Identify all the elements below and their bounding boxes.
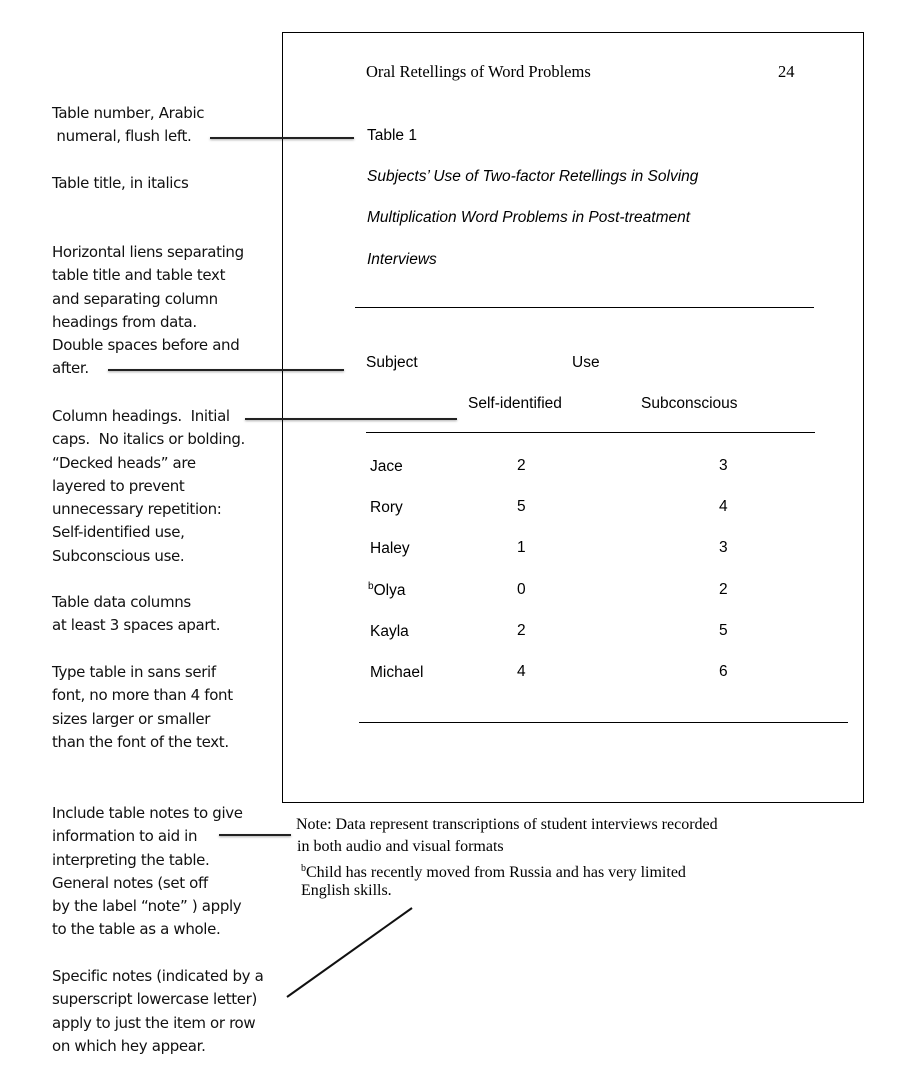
annotation-line: headings from data. — [52, 312, 197, 331]
annotation-line: Table number, Arabic — [52, 104, 205, 122]
annotation-line: Table data columns — [52, 593, 191, 611]
cell-subconscious: 4 — [719, 498, 728, 515]
cell-self-identified: 4 — [517, 663, 526, 680]
cell-self-identified: 2 — [517, 457, 526, 474]
annotation-line: “Decked heads” are — [52, 453, 196, 472]
subject-name: Olya — [373, 582, 406, 599]
annotation-line: numeral, flush left. — [52, 127, 192, 146]
subject-name: Kayla — [370, 623, 409, 640]
annotation-line: by the label “note” ) apply — [52, 897, 242, 916]
page-number: 24 — [778, 62, 795, 81]
table-title-line: Interviews — [367, 251, 437, 268]
cell-self-identified: 2 — [517, 622, 526, 639]
annotation-line: Horizontal liens separating — [52, 243, 244, 261]
cell-subconscious: 3 — [719, 539, 728, 556]
annotation-line: layered to prevent — [52, 476, 185, 495]
table-number: Table 1 — [367, 127, 417, 144]
cell-subconscious: 3 — [719, 457, 728, 474]
annotation-line: and separating column — [52, 289, 218, 308]
annotation-line: font, no more than 4 font — [52, 686, 233, 705]
specific-note-line: English skills. — [301, 882, 392, 899]
annotation-line: Subconscious use. — [52, 546, 185, 565]
subject-name: Rory — [370, 499, 403, 516]
running-head: Oral Retellings of Word Problems — [366, 62, 591, 81]
annotation-line: information to aid in — [52, 827, 198, 846]
table-title-line: Multiplication Word Problems in Post-treatment — [367, 209, 691, 226]
annotation-line: table title and table text — [52, 266, 226, 285]
cell-subconscious: 5 — [719, 622, 728, 639]
annotation-line: Specific notes (indicated by a — [52, 967, 264, 985]
table-title-line: Subjects’ Use of Two-factor Retellings in Solving — [367, 168, 699, 185]
note-marker: b — [368, 581, 374, 592]
annotation-line: Table title, in italics — [52, 174, 189, 192]
subject-name: Jace — [370, 458, 403, 475]
annotation-line: Include table notes to give — [52, 804, 243, 822]
specific-note-line: Child has recently moved from Russia and has very limited — [306, 864, 686, 881]
diagonal-leader-line — [287, 908, 412, 997]
annotation-line: after. — [52, 359, 89, 378]
cell-self-identified: 5 — [517, 498, 526, 515]
annotation-line: at least 3 spaces apart. — [52, 616, 221, 635]
cell-self-identified: 1 — [517, 539, 526, 556]
annotation-line: than the font of the text. — [52, 732, 229, 751]
column-heading-self-identified: Self-identified — [468, 395, 562, 412]
annotation-line: Type table in sans serif — [52, 663, 216, 681]
annotation-line: Self-identified use, — [52, 523, 185, 542]
annotation-line: to the table as a whole. — [52, 920, 221, 939]
cell-self-identified: 0 — [517, 581, 526, 598]
annotation-line: unnecessary repetition: — [52, 500, 222, 519]
cell-subconscious: 6 — [719, 663, 728, 680]
note-marker: b — [301, 863, 306, 874]
annotation-line: General notes (set off — [52, 873, 208, 892]
annotation-line: sizes larger or smaller — [52, 709, 211, 728]
annotation-line: interpreting the table. — [52, 850, 210, 869]
annotation-line: caps. No italics or bolding. — [52, 430, 245, 449]
general-note-line: in both audio and visual formats — [297, 838, 504, 855]
annotation-line: superscript lowercase letter) — [52, 990, 257, 1009]
column-heading-subconscious: Subconscious — [641, 395, 738, 412]
cell-subconscious: 2 — [719, 581, 728, 598]
spanner-heading: Use — [572, 354, 600, 371]
subject-name: Michael — [370, 664, 424, 681]
annotation-line: Column headings. Initial — [52, 407, 230, 425]
subject-name: Haley — [370, 540, 410, 557]
general-note-line: Note: Data represent transcriptions of student interviews recorded — [296, 816, 718, 833]
annotation-line: apply to just the item or row — [52, 1013, 256, 1032]
annotation-line: Double spaces before and — [52, 336, 240, 355]
annotation-line: on which hey appear. — [52, 1036, 206, 1055]
stub-heading: Subject — [366, 354, 418, 371]
